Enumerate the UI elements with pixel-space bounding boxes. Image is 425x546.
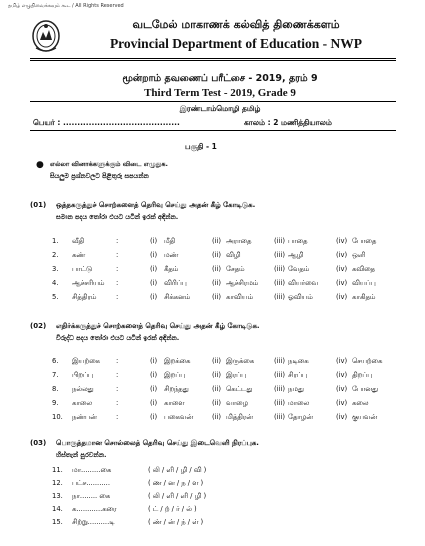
test-title-tamil: மூன்றாம் தவணைப் பரீட்சை - 2019, தரம் 9 bbox=[122, 73, 318, 84]
question-row: 7. பிறப்பு : (i) இறப்பு (ii) இரப்பு (iii) சிரப்பு (iv) திறப்பு bbox=[52, 371, 373, 379]
name-field: பெயர் : ......................................... bbox=[33, 118, 180, 127]
question-text-tamil: ஒத்தகருத்துச் சொற்களைத் தெரிவு செய்து அதன் கீழ் கோடிடுக. bbox=[56, 201, 256, 209]
fill-blank-row: 14. க............கரை ( ட் / ற் / ர் / ல் ) bbox=[52, 505, 197, 513]
question-text-sinhala: හිස්තැන් පුරවන්න. bbox=[56, 451, 107, 459]
question-row: 8. நல்லது : (i) சிறந்தது (ii) கெட்டது (iii) நமது (iv) போனது bbox=[52, 385, 378, 393]
question-number: (02) bbox=[30, 322, 47, 330]
bullet-icon: ● bbox=[36, 160, 44, 170]
time-label: காலம் : 2 மணித்தியாலம் bbox=[244, 118, 332, 127]
question-row: 10. நண்பன் : (i) பகைவன் (ii) மித்திரன் (iii) தோழன் (iv) குயவன் bbox=[52, 413, 377, 421]
question-row: 5. சித்திரம் : (i) சிக்கனம் (ii) காவியம் (iii) ஓவியம் (iv) காகிதம் bbox=[52, 293, 376, 301]
subject-label: இரண்டாம்மொழி தமிழ் bbox=[179, 104, 261, 113]
instruction-tamil: எல்லா வினாக்களுக்கும் விடை எழுதுக. bbox=[50, 160, 168, 168]
test-title-english: Third Term Test - 2019, Grade 9 bbox=[144, 87, 296, 99]
emblem-icon bbox=[30, 18, 62, 54]
question-row: 3. பாட்டு : (i) கீதம் (ii) சேதம் (iii) வேதம் (iv) கவிதை bbox=[52, 265, 375, 273]
instruction-sinhala: සියලුම ප්‍රශ්නවලට පිළිතුරු සපයන්න bbox=[50, 172, 149, 180]
divider bbox=[30, 58, 396, 59]
divider bbox=[30, 130, 396, 131]
question-row: 9. காலை : (i) காளை (ii) வாழை (iii) மாலை (iv) கலை bbox=[52, 399, 369, 407]
question-text-sinhala: විරුද්ධ පදය තෝරා එයට යටින් ඉරක් අඳින්න. bbox=[56, 334, 180, 342]
question-row: 4. ஆச்சரியம் : (i) விரிப்பு (ii) ஆச்சிரமம் (iii) வியர்வை (iv) வியப்பு bbox=[52, 279, 376, 287]
question-row: 2. கண் : (i) மண் (ii) விழி (iii) ஆழி (iv) ஒளி bbox=[52, 251, 366, 259]
fill-blank-row: 15. சிற்று..........டி ( ண் / ன் / ந் / ள் ) bbox=[52, 518, 204, 526]
divider bbox=[30, 101, 396, 102]
department-title-tamil: வடமேல் மாகாணக் கல்வித் திணைக்களம் bbox=[132, 18, 340, 31]
question-text-tamil: பொருத்தமான சொல்லைத் தெரிவு செய்து இடைவெளி நிரப்புக. bbox=[56, 439, 259, 447]
question-row: 1. வீதி : (i) மீதி (ii) அராதை (iii) பாதை (iv) போதை bbox=[52, 237, 377, 245]
fill-blank-row: 11. மா.........கை ( லி / ளி / ழி / வி ) bbox=[52, 466, 207, 474]
department-title-english: Provincial Department of Education - NWP bbox=[109, 36, 363, 51]
question-row: 6. இயற்கை : (i) இறக்கை (ii) இருக்கை (iii) நடிகை (iv) செயற்கை bbox=[52, 357, 383, 365]
question-text-tamil: எதிர்க்கருத்துச் சொற்களைத் தெரிவு செய்து அதன் கீழ் கோடிடுக. bbox=[56, 322, 260, 330]
fill-blank-row: 12. பட்ச........... ( ண / ன / ந / ள ) bbox=[52, 479, 204, 487]
question-number: (01) bbox=[30, 201, 47, 209]
part-label: பகுதி - 1 bbox=[185, 142, 217, 151]
question-number: (03) bbox=[30, 439, 47, 447]
fill-blank-row: 13. நா........ கை ( லி / ளி / ளி / ழி ) bbox=[52, 492, 207, 500]
divider bbox=[30, 60, 396, 61]
question-text-sinhala: සමාන පදය තෝරා එයට යටින් ඉරක් අඳින්න. bbox=[56, 213, 179, 221]
rights-notice: தமிழ் எழுதிவைக்கவும் கூட / All Rights Reserved bbox=[8, 3, 124, 9]
